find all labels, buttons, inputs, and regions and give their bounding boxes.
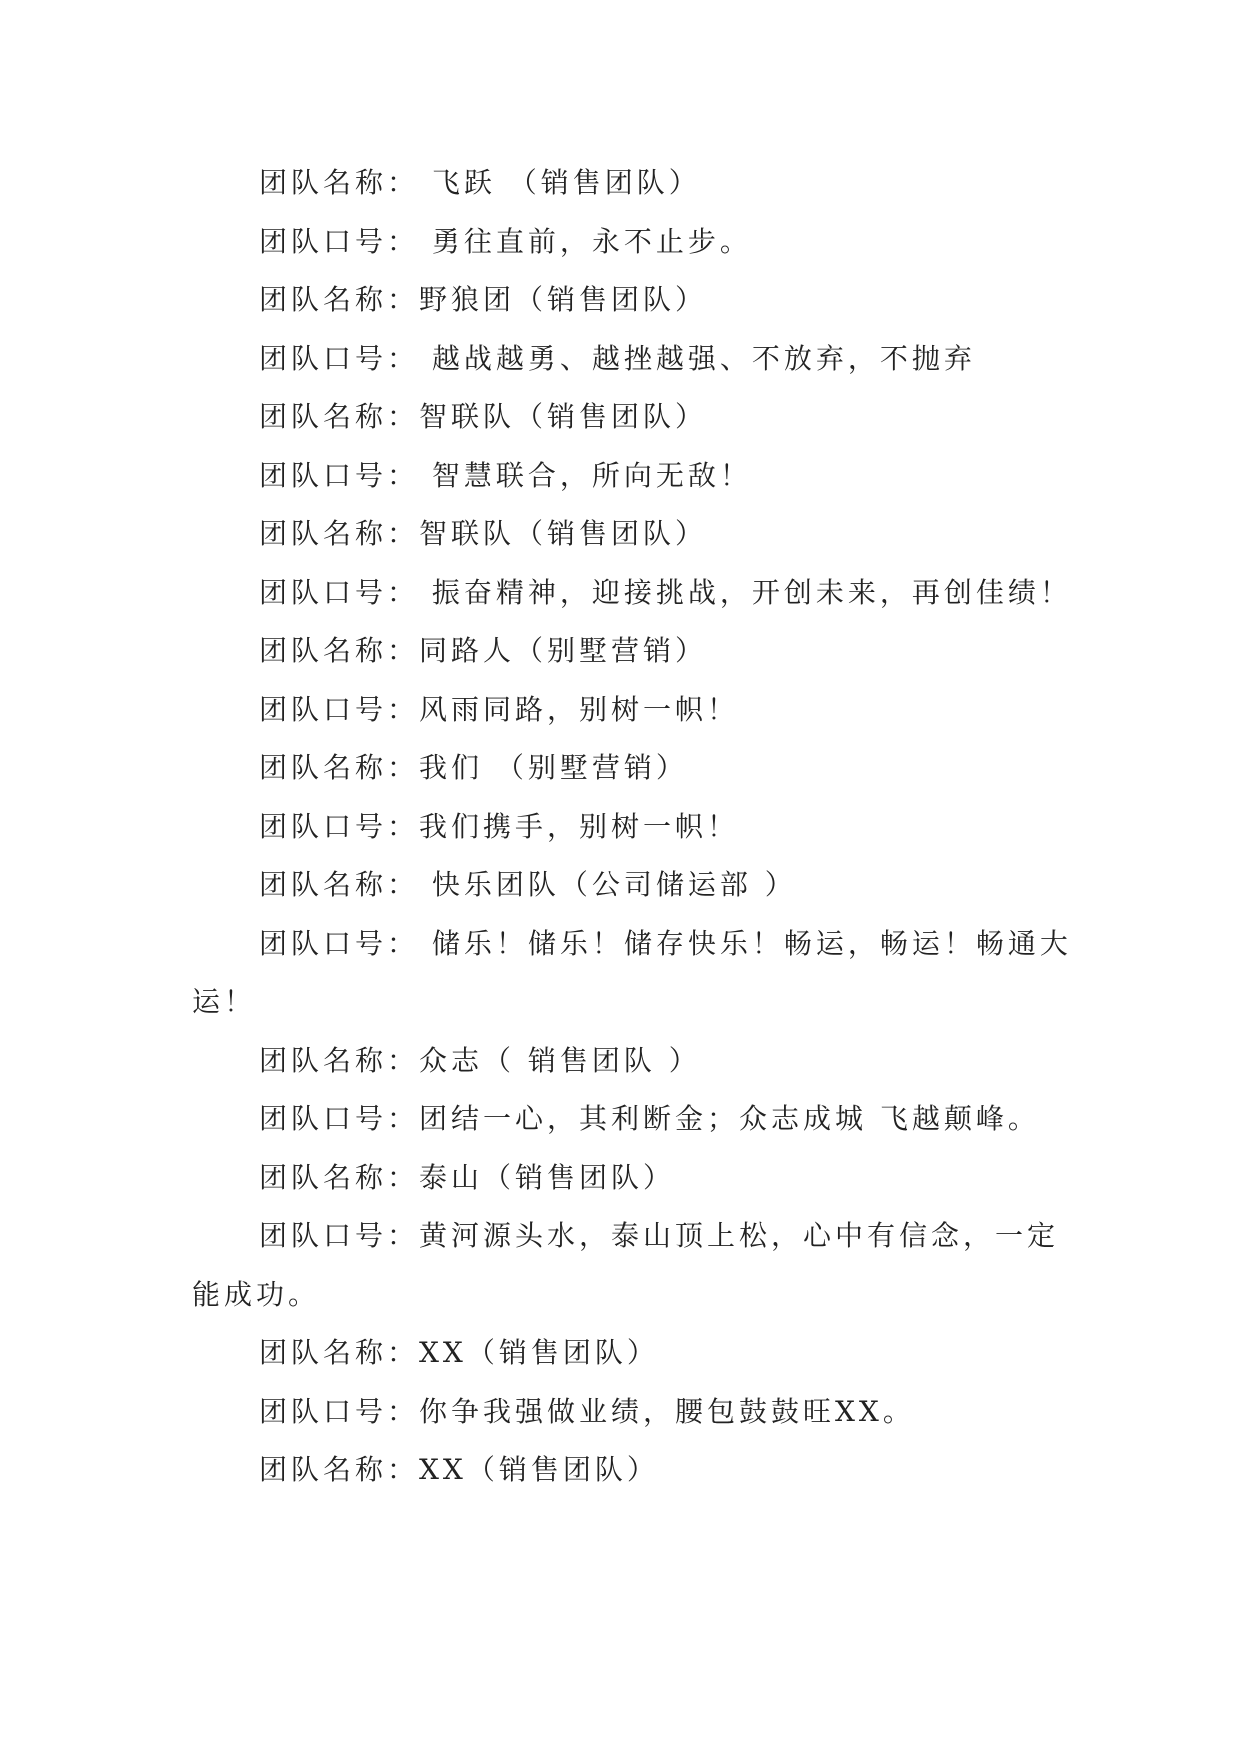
team-slogan-line: 团队口号： 储乐！储乐！储存快乐！畅运，畅运！畅通大运！ [192,926,1072,1018]
team-slogan-line: 团队口号：我们携手，别树一帜！ [259,809,740,843]
team-name-line: 团队名称：众志（ 销售团队 ） [259,1043,701,1077]
team-name-line: 团队名称：XX（销售团队） [259,1336,659,1369]
team-slogan-line: 团队口号：你争我强做业绩，腰包鼓鼓旺XX。 [259,1394,915,1428]
team-name-line: 团队名称：我们 （别墅营销） [259,751,688,784]
document-body [192,154,1077,1500]
team-name-line: 团队名称：泰山（销售团队） [259,1160,676,1194]
team-slogan-line: 团队口号： 越战越勇、越挫越强、不放弃，不抛弃 [259,341,976,375]
team-slogan-line: 团队口号：黄河源头水，泰山顶上松，心中有信念，一定能成功。 [192,1219,1060,1311]
team-slogan-line: 团队口号：团结一心，其利断金；众志成城 飞越颠峰。 [259,1102,1040,1135]
team-name-line: 团队名称：智联队（销售团队） [259,400,708,433]
team-name-line: 团队名称：野狼团（销售团队） [259,283,708,316]
team-name-line: 团队名称：XX（销售团队） [259,1453,659,1486]
team-name-line: 团队名称：智联队（销售团队） [259,517,708,550]
team-slogan-line: 团队口号： 智慧联合，所向无敌！ [259,458,752,492]
team-name-line: 团队名称： 快乐团队（公司储运部 ） [259,868,797,901]
team-name-line: 团队名称： 飞跃 （销售团队） [259,166,701,199]
team-slogan-line: 团队口号： 振奋精神，迎接挑战，开创未来，再创佳绩！ [259,575,1072,609]
team-name-line: 团队名称：同路人（别墅营销） [259,634,708,667]
team-slogan-line: 团队口号：风雨同路，别树一帜！ [259,692,740,726]
team-slogan-line: 团队口号： 勇往直前，永不止步。 [259,224,752,258]
